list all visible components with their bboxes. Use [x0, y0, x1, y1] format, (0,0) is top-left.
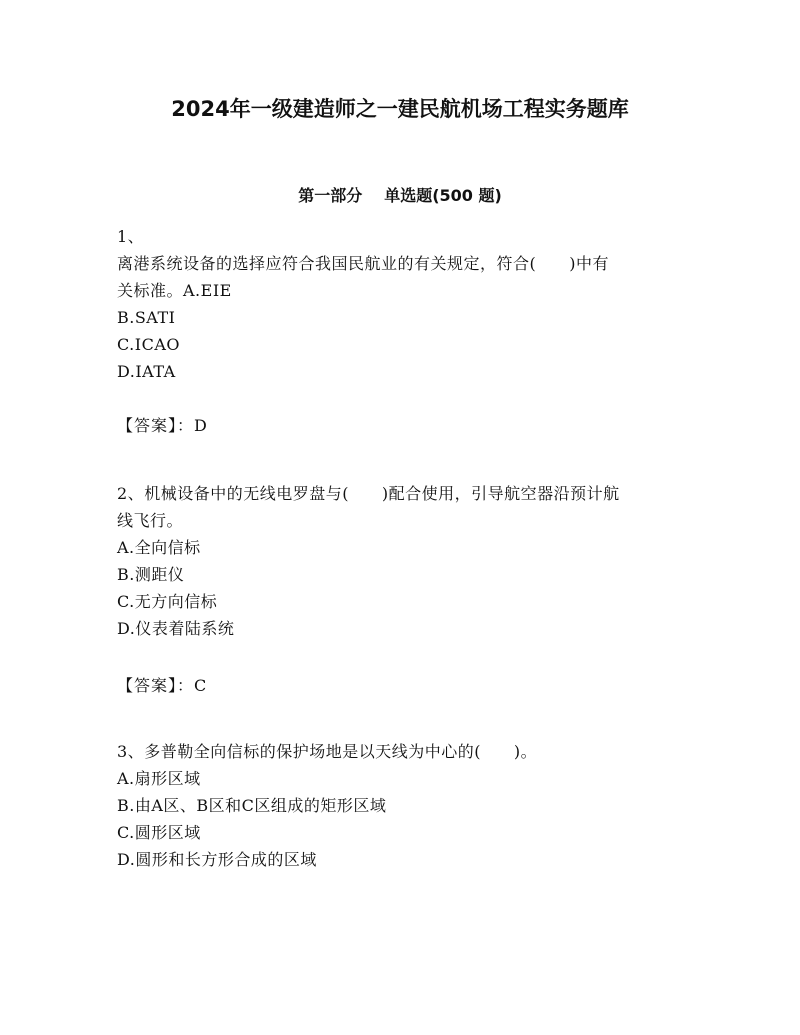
- question-2-stem-line1: [117, 481, 687, 507]
- question-2-number: 2、: [117, 484, 145, 503]
- answer-value: C: [194, 676, 207, 695]
- question-2-answer: [117, 673, 687, 699]
- question-3-option-c: C.圆形区域: [117, 823, 201, 842]
- question-3-number: 3、: [117, 742, 145, 761]
- question-2-option-b: B.测距仪: [117, 565, 185, 584]
- answer-label: 【答案】：: [117, 416, 195, 435]
- question-1-answer: [117, 413, 687, 439]
- document-title: 2024年一级建造师之一建民航机场工程实务题库: [171, 97, 629, 121]
- question-1-option-b: B.SATI: [117, 308, 176, 327]
- question-1-stem-line1: 离港系统设备的选择应符合我国民航业的有关规定，符合( )中有: [117, 254, 609, 273]
- question-2-stem-line2: 线飞行。: [117, 511, 184, 530]
- question-1-number: 1、: [117, 227, 145, 246]
- question-1-option-d: D.IATA: [117, 362, 176, 381]
- question-3-stem-line1: [117, 739, 687, 765]
- question-2-option-c: C.无方向信标: [117, 592, 218, 611]
- answer-label: 【答案】：: [117, 676, 195, 695]
- question-2-stem-text: 机械设备中的无线电罗盘与( )配合使用，引导航空器沿预计航: [144, 484, 620, 503]
- question-3-option-b: B.由A区、B区和C区组成的矩形区域: [117, 796, 387, 815]
- question-2-option-a: A.全向信标: [117, 538, 201, 557]
- question-2-option-d: D.仪表着陆系统: [117, 619, 235, 638]
- section-part: 第一部分: [298, 186, 363, 205]
- section-heading: [0, 184, 800, 208]
- question-3-stem-text: 多普勒全向信标的保护场地是以天线为中心的( )。: [144, 742, 538, 761]
- answer-value: D: [194, 416, 208, 435]
- question-1-option-c: C.ICAO: [117, 335, 180, 354]
- section-name: 单选题(500 题): [384, 186, 502, 205]
- question-1-stem-line2: 关标准。A.EIE: [117, 281, 232, 300]
- question-3-option-d: D.圆形和长方形合成的区域: [117, 850, 317, 869]
- question-3-option-a: A.扇形区域: [117, 769, 201, 788]
